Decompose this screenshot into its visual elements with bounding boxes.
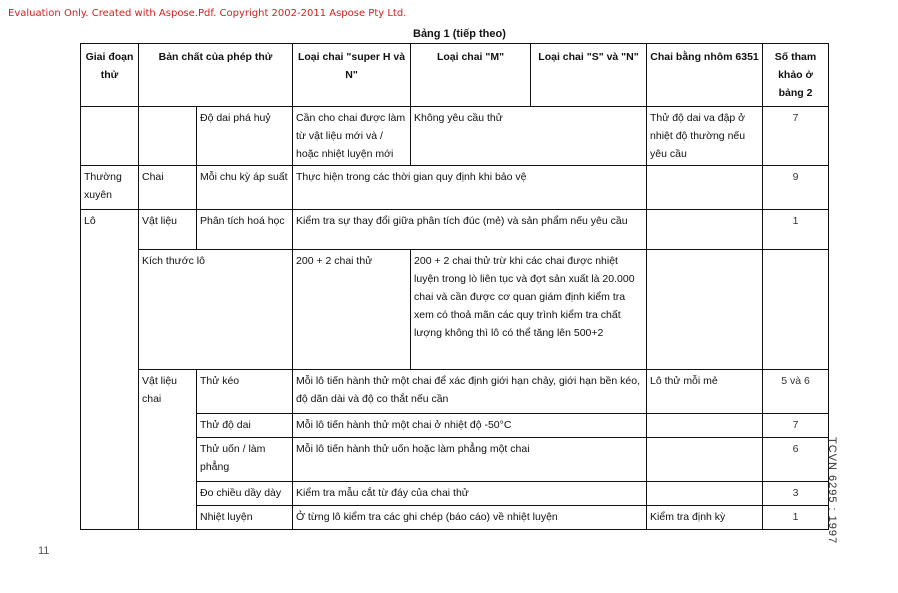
cell-stage — [81, 107, 139, 166]
table-row — [81, 250, 829, 370]
cell-nature: Vật liệu chai — [139, 370, 197, 414]
cell-stage — [81, 250, 139, 370]
cell-test: Nhiệt luyện — [197, 506, 293, 530]
header-alu: Chai bằng nhôm 6351 — [647, 44, 763, 107]
cell-alu: Lô thử mỗi mẻ — [647, 370, 763, 414]
table-row — [81, 166, 829, 210]
cell-text: Mỗi lô tiến hành thử một chai ở nhiệt độ -50°C — [293, 414, 647, 438]
cell-ref: 1 — [763, 506, 829, 530]
standard-label: TCVN 6295 : 1997 — [826, 437, 838, 545]
cell-test: Thử kéo — [197, 370, 293, 414]
cell-ref — [763, 250, 829, 370]
cell-stage — [81, 438, 139, 482]
cell-stage — [81, 482, 139, 506]
cell-stage — [81, 506, 139, 530]
cell-test: Thử độ dai — [197, 414, 293, 438]
header-row — [81, 44, 829, 107]
cell-text: Kiểm tra mẫu cắt từ đáy của chai thử — [293, 482, 647, 506]
cell-nature — [139, 506, 197, 530]
cell-alu — [647, 210, 763, 250]
cell-text: Kiểm tra sự thay đổi giữa phân tích đúc (mẻ) và sản phẩm nếu yêu cầu — [293, 210, 647, 250]
cell-ref: 3 — [763, 482, 829, 506]
cell-superH: 200 + 2 chai thử — [293, 250, 411, 370]
header-nature: Bản chất của phép thử — [139, 44, 293, 107]
cell-stage — [81, 370, 139, 414]
cell-nature: Chai — [139, 166, 197, 210]
cell-text: Mỗi lô tiến hành thử một chai để xác định giới hạn chảy, giới hạn bền kéo, độ dãn dài và độ co thắt nếu cần — [293, 370, 647, 414]
test-table — [80, 43, 829, 530]
cell-m-sn: Không yêu cầu thử — [411, 107, 647, 166]
cell-nature — [139, 482, 197, 506]
table-row — [81, 370, 829, 414]
cell-alu — [647, 438, 763, 482]
table-row — [81, 438, 829, 482]
header-typeM: Loại chai "M" — [411, 44, 531, 107]
table-row — [81, 107, 829, 166]
cell-test: Phân tích hoá học — [197, 210, 293, 250]
table-row — [81, 506, 829, 530]
table-caption: Bảng 1 (tiếp theo) — [413, 28, 506, 40]
cell-text: Mỗi lô tiến hành thử uốn hoặc làm phẳng một chai — [293, 438, 647, 482]
cell-test: Đo chiều dầy dày — [197, 482, 293, 506]
cell-ref: 7 — [763, 414, 829, 438]
cell-alu: Thử độ dai va đập ở nhiệt độ thường nếu yêu cầu — [647, 107, 763, 166]
cell-alu: Kiểm tra định kỳ — [647, 506, 763, 530]
cell-ref: 6 — [763, 438, 829, 482]
cell-ref: 7 — [763, 107, 829, 166]
cell-superH: Cần cho chai được làm từ vật liệu mới và / hoặc nhiệt luyện mới — [293, 107, 411, 166]
table-row — [81, 482, 829, 506]
cell-text: Ở từng lô kiểm tra các ghi chép (báo cáo) về nhiệt luyện — [293, 506, 647, 530]
cell-alu — [647, 250, 763, 370]
watermark: Evaluation Only. Created with Aspose.Pdf. Copyright 2002-2011 Aspose Pty Ltd. — [8, 8, 407, 19]
cell-text: Thực hiện trong các thời gian quy định khi bảo vệ — [293, 166, 647, 210]
cell-ref: 9 — [763, 166, 829, 210]
cell-alu — [647, 482, 763, 506]
cell-test: Thử uốn / làm phẳng — [197, 438, 293, 482]
cell-m-sn: 200 + 2 chai thử trừ khi các chai được nhiệt luyện trong lò liên tục và đợt sản xuất là 20.000 chai và cần được cơ quan giám định kiểm tra xem có thoả mãn các quy trình kiểm tra chất lượng không thì lô có thể tăng lên 500+2 — [411, 250, 647, 370]
cell-nature — [139, 414, 197, 438]
cell-test: Độ dai phá huỷ — [197, 107, 293, 166]
cell-nature — [139, 438, 197, 482]
cell-stage — [81, 414, 139, 438]
header-superH: Loại chai "super H và N" — [293, 44, 411, 107]
cell-nature: Kích thước lô — [139, 250, 293, 370]
table-row — [81, 210, 829, 250]
margin-mark: 11 — [38, 545, 50, 557]
cell-stage: Thường xuyên — [81, 166, 139, 210]
cell-nature: Vật liệu — [139, 210, 197, 250]
table-row — [81, 414, 829, 438]
cell-alu — [647, 414, 763, 438]
cell-nature — [139, 107, 197, 166]
header-ref: Số tham khảo ở bảng 2 — [763, 44, 829, 107]
cell-stage: Lô — [81, 210, 139, 250]
cell-ref: 1 — [763, 210, 829, 250]
cell-alu — [647, 166, 763, 210]
header-stage: Giai đoạn thử — [81, 44, 139, 107]
header-typeSN: Loại chai "S" và "N" — [531, 44, 647, 107]
cell-test: Mỗi chu kỳ áp suất — [197, 166, 293, 210]
cell-ref: 5 và 6 — [763, 370, 829, 414]
